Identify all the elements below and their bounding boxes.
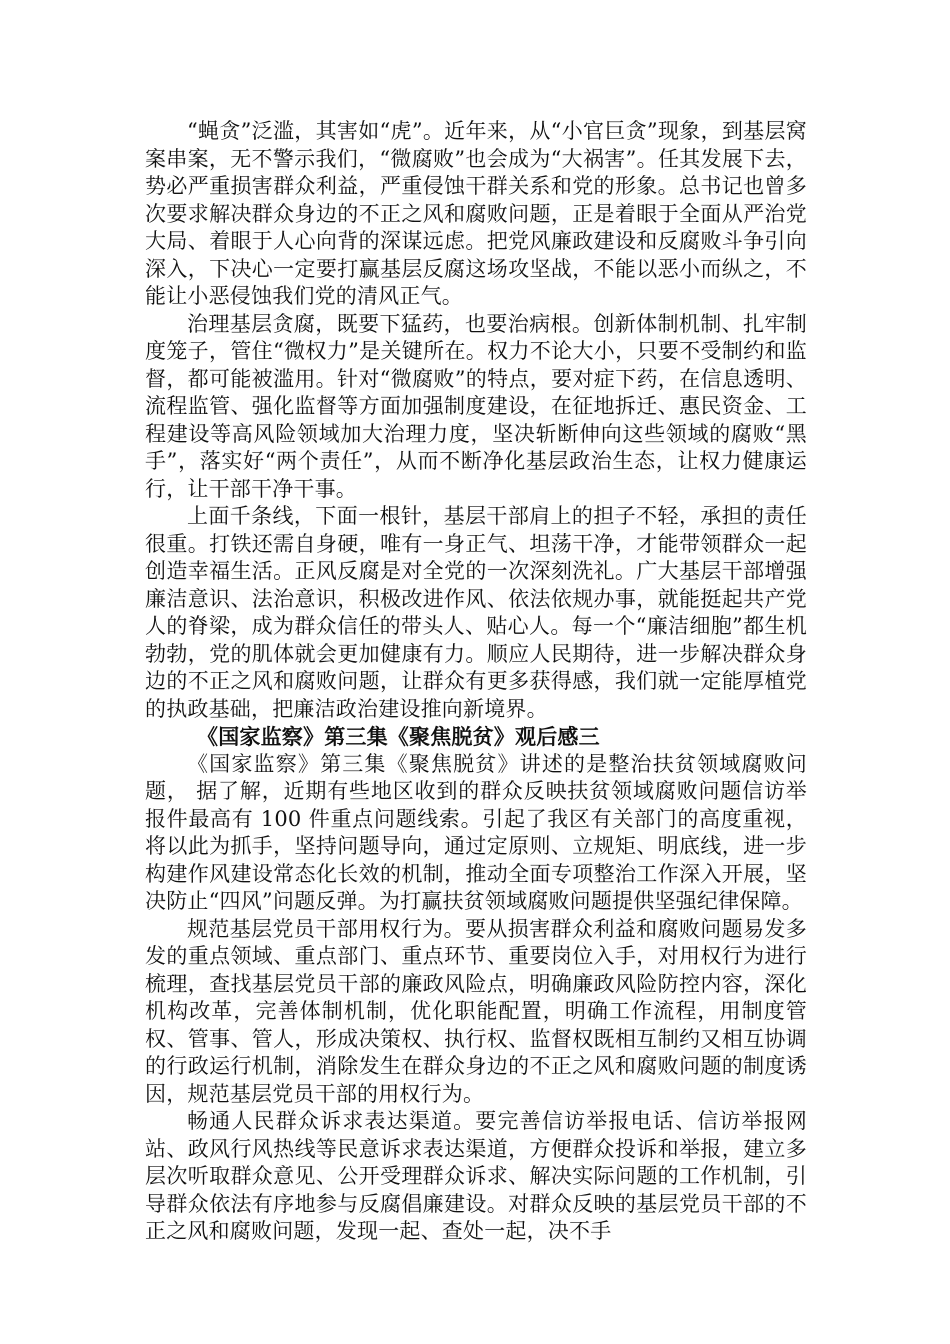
section-heading: 《国家监察》第三集《聚焦脱贫》观后感三 <box>197 724 600 749</box>
paragraph: 上面千条线，下面一根针，基层干部肩上的担子不轻，承担的责任很重。打铁还需自身硬，唯有一身正气、坦荡干净，才能带领群众一起创造幸福生活。正风反腐是对全党的一次深刻洗礼。广大基层干部增强廉洁意识、法治意识，积极改进作风、依法依规办事，就能挺起共产党人的脊梁，成为群众信任的带头人、贴心人。每一个“廉洁细胞”都生机勃勃，党的肌体就会更加健康有力。顺应人民期待，进一步解决群众身边的不正之风和腐败问题，让群众有更多获得感，我们就一定能厚植党的执政基础，把廉洁政治建设推向新境界。 <box>145 504 807 721</box>
paragraph: 畅通人民群众诉求表达渠道。要完善信访举报电话、信访举报网站、政风行风热线等民意诉求表达渠道，方便群众投诉和举报，建立多层次听取群众意见、公开受理群众诉求、解决实际问题的工作机制，引导群众依法有序地参与反腐倡廉建设。对群众反映的基层党员干部的不正之风和腐败问题，发现一起、查处一起，决不手 <box>145 1109 807 1243</box>
paragraph: 规范基层党员干部用权行为。要从损害群众利益和腐败问题易发多发的重点领域、重点部门、重点环节、重要岗位入手，对用权行为进行梳理，查找基层党员干部的廉政风险点，明确廉政风险防控内容，深化机构改革，完善体制机制，优化职能配置，明确工作流程，用制度管权、管事、管人，形成决策权、执行权、监督权既相互制约又相互协调的行政运行机制，消除发生在群众身边的不正之风和腐败问题的制度诱因，规范基层党员干部的用权行为。 <box>145 916 807 1106</box>
paragraph: “蝇贪”泛滥，其害如“虎”。近年来，从“小官巨贪”现象，到基层窝案串案，无不警示我们，“微腐败”也会成为“大祸害”。任其发展下去，势必严重损害群众利益，严重侵蚀干群关系和党的形象。总书记也曾多次要求解决群众身边的不正之风和腐败问题，正是着眼于全面从严治党大局、着眼于人心向背的深谋远虑。把党风廉政建设和反腐败斗争引向深入，下决心一定要打赢基层反腐这场攻坚战，不能以恶小而纵之，不能让小恶侵蚀我们党的清风正气。 <box>145 119 807 308</box>
paragraph: 《国家监察》第三集《聚焦脱贫》讲述的是整治扶贫领域腐败问题， 据了解，近期有些地区收到的群众反映扶贫领域腐败问题信访举报件最高有 100 件重点问题线索。引起了我区有关部门的高度重视，将以此为抓手，坚持问题导向，通过定原则、立规矩、明底线，进一步构建作风建设常态化长效的机制，推动全面专项整治工作深入开展，坚决防止“四风”问题反弹。为打赢扶贫领域腐败问题提供坚强纪律保障。 <box>145 751 807 913</box>
paragraph: 治理基层贪腐，既要下猛药，也要治病根。创新体制机制、扎牢制度笼子，管住“微权力”是关键所在。权力不论大小，只要不受制约和监督，都可能被滥用。针对“微腐败”的特点，要对症下药，在信息透明、流程监管、强化监督等方面加强制度建设，在征地拆迁、惠民资金、工程建设等高风险领域加大治理力度，坚决斩断伸向这些领域的腐败“黑手”，落实好“两个责任”，从而不断净化基层政治生态，让权力健康运行，让干部干净干事。 <box>145 311 807 501</box>
document-page <box>145 118 807 1246</box>
